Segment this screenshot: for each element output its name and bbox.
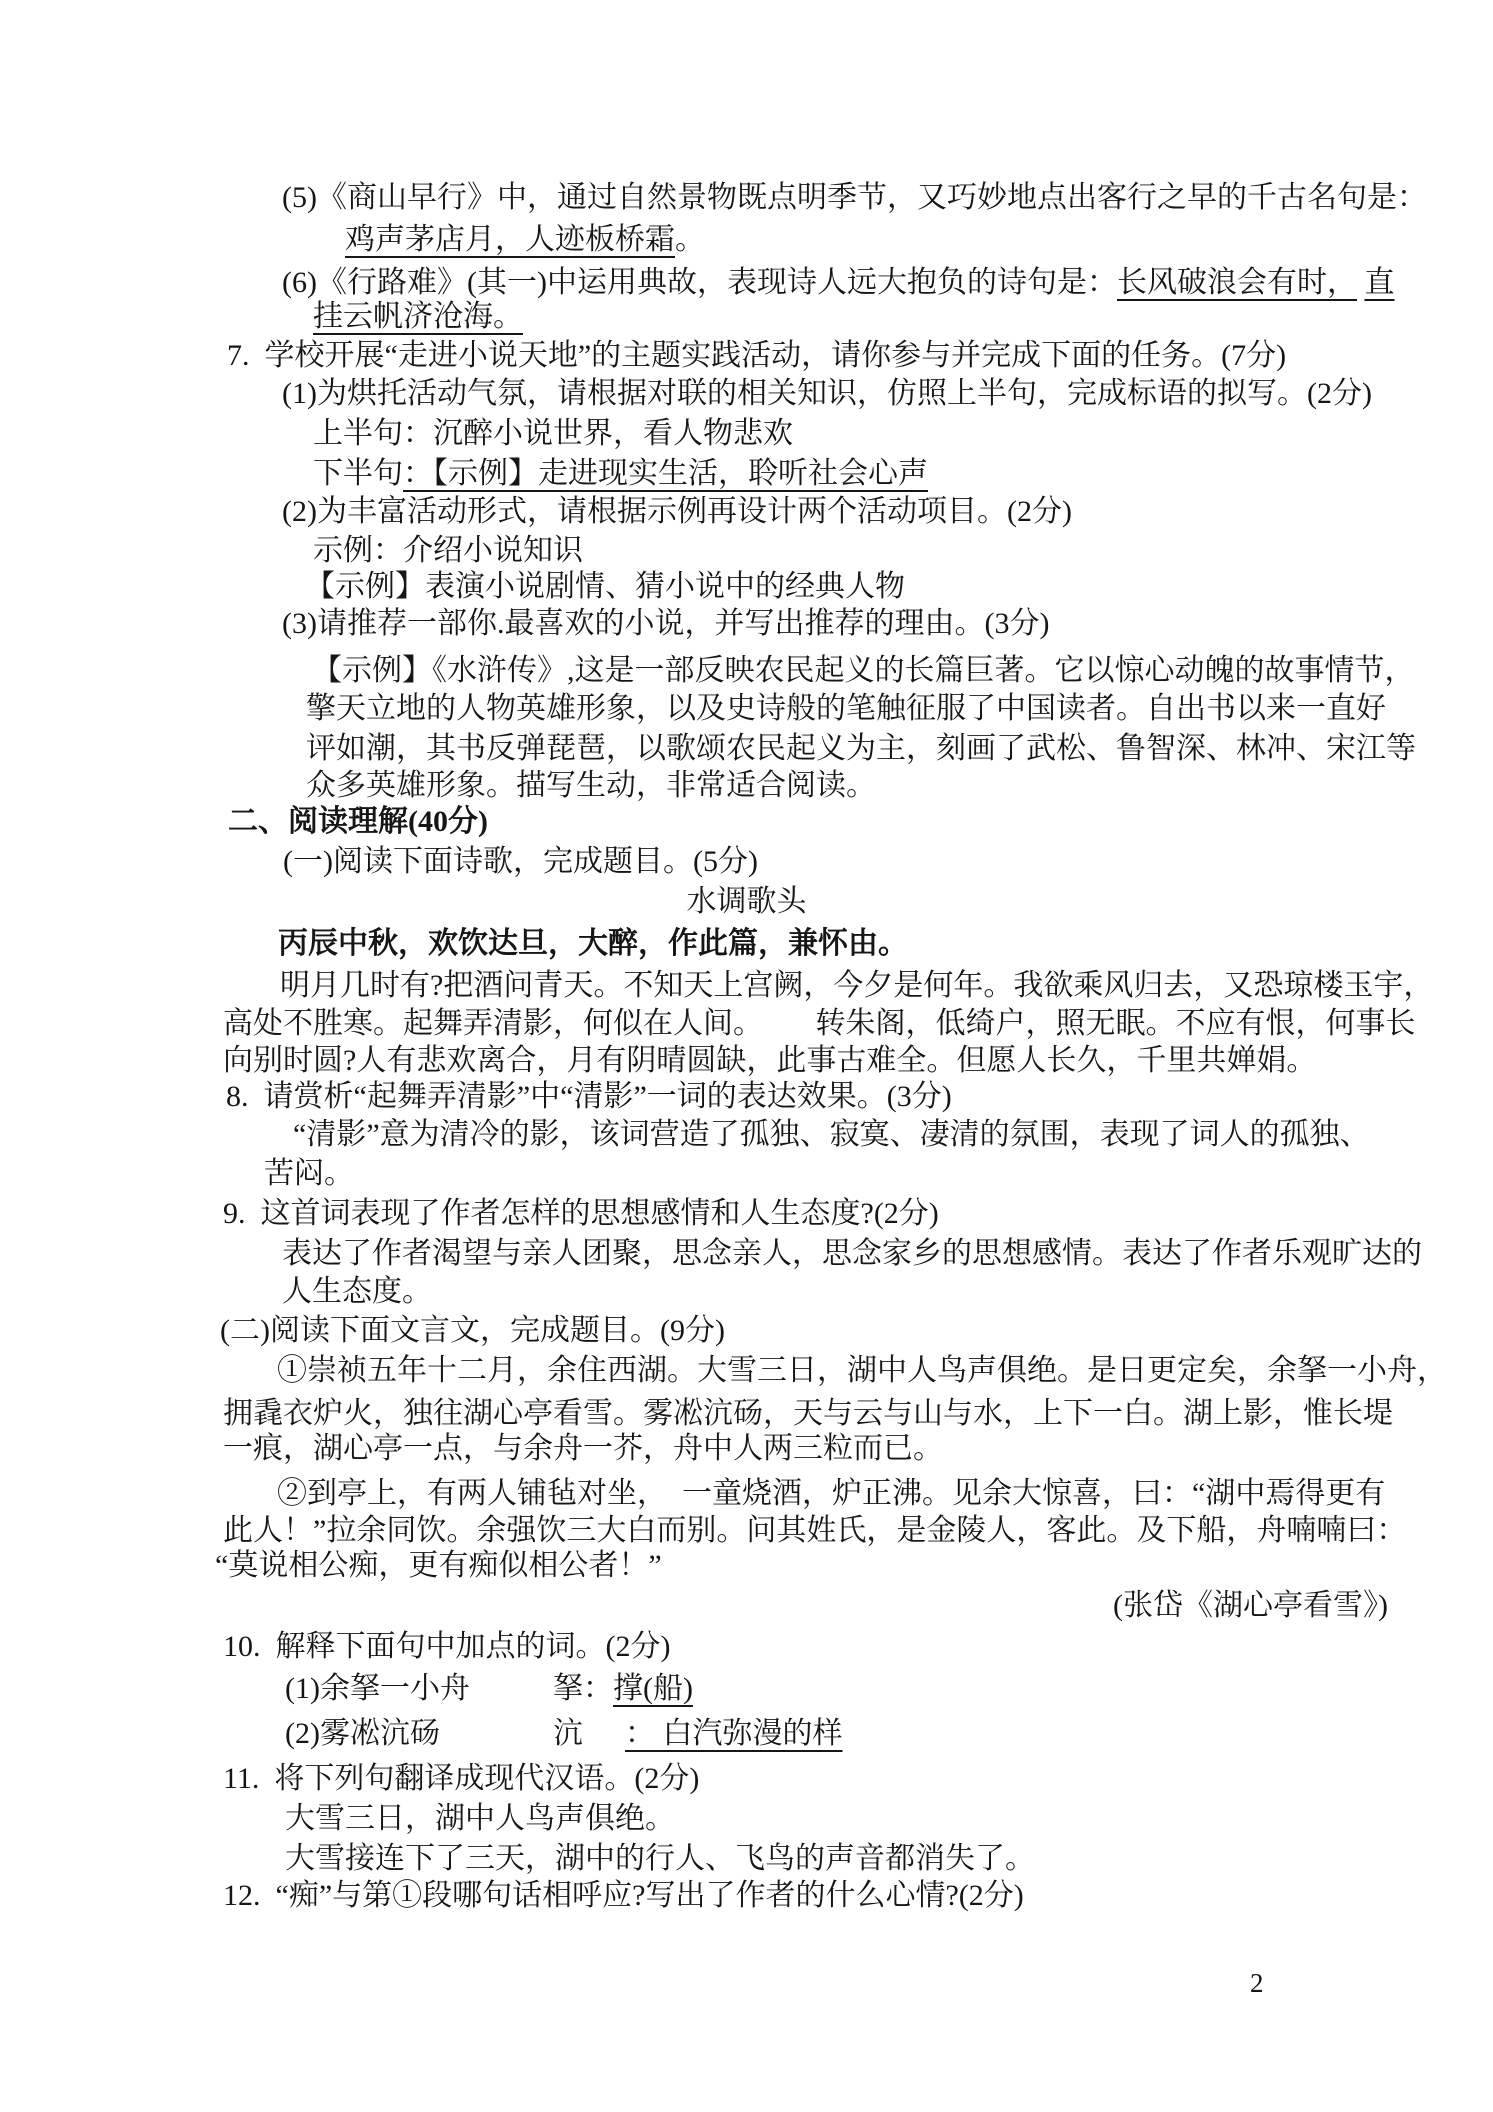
text-line bbox=[0, 1234, 1493, 1274]
text-segment: “莫说相公痴，更有痴似相公者！” bbox=[215, 1549, 662, 1582]
text-segment: 表达了作者渴望与亲人团聚，思念亲人，思念家乡的思想感情。表达了作者乐观旷达的 bbox=[282, 1237, 1422, 1270]
text-line bbox=[0, 1272, 1493, 1312]
text-segment: 示例：介绍小说知识 bbox=[313, 534, 583, 567]
text-segment: 【示例】表演小说剧情、猜小说中的经典人物 bbox=[305, 570, 905, 603]
text-segment: 明月几时有?把酒问青天。不知天上宫阙，今夕是何年。我欲乘风归去，又恐琼楼玉宇， bbox=[280, 969, 1434, 1002]
text-line bbox=[0, 454, 1493, 494]
text-line bbox=[0, 220, 1493, 260]
text-line bbox=[0, 1311, 1493, 1351]
answer-text: ：【示例】走进现实生活，聆听社会心声 bbox=[403, 457, 928, 490]
source-attribution bbox=[0, 1586, 1493, 1626]
text-line bbox=[0, 651, 1493, 691]
text-line bbox=[0, 1546, 1493, 1586]
text-segment: 沆 bbox=[553, 1717, 583, 1750]
text-line bbox=[0, 1115, 1493, 1155]
text-segment: 高处不胜寒。起舞弄清影，何似在人间。 转朱阁，低绮户，照无眠。不应有恨，何事长 bbox=[223, 1007, 1416, 1040]
answer-text: 直 bbox=[1364, 266, 1395, 299]
text-line bbox=[0, 531, 1493, 571]
page-number: 2 bbox=[1250, 1968, 1264, 1998]
text-segment: (1)余拏一小舟 bbox=[285, 1672, 470, 1705]
text-segment: ①崇祯五年十二月，余住西湖。大雪三日，湖中人鸟声俱绝。是日更定矣，余拏一小舟， bbox=[277, 1354, 1447, 1387]
text-line bbox=[0, 1394, 1493, 1434]
text-segment: 此人！”拉余同饮。余强饮三大白而别。问其姓氏，是金陵人，客此。及下船，舟喃喃曰： bbox=[223, 1514, 1407, 1547]
text-segment: 大雪接连下了三天，湖中的行人、飞鸟的声音都消失了。 bbox=[285, 1842, 1035, 1875]
text-line bbox=[0, 1474, 1493, 1514]
text-line bbox=[0, 1351, 1493, 1391]
text-line bbox=[0, 842, 1493, 882]
text-line bbox=[0, 1876, 1493, 1916]
text-line bbox=[0, 1154, 1493, 1194]
text-segment: 丙辰中秋，欢饮达旦，大醉，作此篇，兼怀由。 bbox=[278, 927, 908, 960]
text-segment: 上半句：沉醉小说世界，看人物悲欢 bbox=[313, 417, 793, 450]
text-segment: (6)《行路难》(其一)中运用典故，表现诗人远大抱负的诗句是： bbox=[282, 266, 1117, 299]
text-segment: 10. 解释下面句中加点的词。(2分) bbox=[223, 1630, 671, 1663]
text-segment: 向别时圆?人有悲欢离合，月有阴晴圆缺，此事古难全。但愿人长久，千里共婵娟。 bbox=[223, 1044, 1317, 1077]
text-line bbox=[0, 729, 1493, 769]
text-line bbox=[0, 1041, 1493, 1081]
text-segment: 【示例】《水浒传》,这是一部反映农民起义的长篇巨著。它以惊心动魄的故事情节， bbox=[312, 654, 1415, 687]
answer-text: ： 白汽弥漫的样 bbox=[625, 1717, 843, 1750]
text-line bbox=[0, 1004, 1493, 1044]
section-heading bbox=[0, 802, 1493, 842]
text-line bbox=[0, 1194, 1493, 1234]
text-line bbox=[0, 374, 1493, 414]
text-segment: (二)阅读下面文言文，完成题目。(9分) bbox=[220, 1314, 725, 1347]
text-line bbox=[0, 336, 1493, 376]
text-line bbox=[0, 1077, 1493, 1117]
text-line bbox=[0, 604, 1493, 644]
text-line bbox=[0, 1669, 1493, 1709]
text-line bbox=[0, 966, 1493, 1006]
text-line bbox=[0, 1627, 1493, 1667]
text-segment: (一)阅读下面诗歌，完成题目。(5分) bbox=[283, 845, 758, 878]
text-line bbox=[0, 567, 1493, 607]
answer-text: 撑(船) bbox=[613, 1672, 693, 1705]
text-line bbox=[0, 492, 1493, 532]
text-segment: 苦闷。 bbox=[264, 1157, 354, 1190]
text-line bbox=[0, 1799, 1493, 1839]
text-segment: (1)为烘托活动气氛，请根据对联的相关知识，仿照上半句，完成标语的拟写。(2分) bbox=[282, 377, 1372, 410]
text-segment: (2)雾凇沆砀 bbox=[285, 1717, 440, 1750]
text-segment: 9. 这首词表现了作者怎样的思想感情和人生态度?(2分) bbox=[223, 1197, 939, 1230]
text-line bbox=[0, 414, 1493, 454]
text-segment: 拥毳衣炉火，独往湖心亭看雪。雾凇沆砀，天与云与山与水，上下一白。湖上影，惟长堤 bbox=[223, 1397, 1393, 1430]
text-line bbox=[0, 766, 1493, 806]
text-segment: 。 bbox=[675, 223, 705, 256]
text-segment: 一痕，湖心亭一点，与余舟一芥，舟中人两三粒而已。 bbox=[223, 1432, 943, 1465]
text-segment: 二、阅读理解(40分) bbox=[228, 805, 488, 838]
text-line bbox=[0, 297, 1493, 337]
text-line bbox=[0, 1429, 1493, 1469]
text-segment: 11. 将下列句翻译成现代汉语。(2分) bbox=[223, 1762, 700, 1795]
text-segment: 下半句 bbox=[313, 457, 403, 490]
text-line bbox=[0, 1839, 1493, 1879]
answer-text: 鸡声茅店月，人迹板桥霜 bbox=[345, 223, 675, 256]
text-segment: 7. 学校开展“走进小说天地”的主题实践活动，请你参与并完成下面的任务。(7分) bbox=[227, 339, 1287, 372]
text-segment: 8. 请赏析“起舞弄清影”中“清影”一词的表达效果。(3分) bbox=[226, 1080, 952, 1113]
text-segment: 众多英雄形象。描写生动，非常适合阅读。 bbox=[306, 769, 876, 802]
text-segment: 大雪三日，湖中人鸟声俱绝。 bbox=[285, 1802, 675, 1835]
text-line bbox=[0, 1511, 1493, 1551]
text-segment: 评如潮，其书反弹琵琶，以歌颂农民起义为主，刻画了武松、鲁智深、林冲、宋江等 bbox=[306, 732, 1416, 765]
poem-title bbox=[0, 882, 1493, 922]
text-line bbox=[0, 1759, 1493, 1799]
text-segment: 擎天立地的人物英雄形象，以及史诗般的笔触征服了中国读者。自出书以来一直好 bbox=[306, 692, 1386, 725]
text-segment: 拏： bbox=[553, 1672, 613, 1705]
text-segment: 人生态度。 bbox=[282, 1275, 432, 1308]
text-line bbox=[0, 1714, 1493, 1754]
text-segment: (张岱《湖心亭看雪》) bbox=[1113, 1589, 1388, 1622]
answer-text: 挂云帆济沧海。 bbox=[313, 300, 523, 333]
text-segment: (3)请推荐一部你.最喜欢的小说，并写出推荐的理由。(3分) bbox=[282, 607, 1050, 640]
text-segment: ②到亭上，有两人铺毡对坐， 一童烧酒，炉正沸。见余大惊喜，曰：“湖中焉得更有 bbox=[277, 1477, 1386, 1510]
text-segment: 水调歌头 bbox=[686, 885, 807, 918]
answer-text: 长风破浪会有时， bbox=[1116, 266, 1357, 299]
poem-preface bbox=[0, 924, 1493, 964]
text-segment: (2)为丰富活动形式，请根据示例再设计两个活动项目。(2分) bbox=[282, 495, 1072, 528]
text-line bbox=[0, 178, 1493, 218]
text-segment: (5)《商山早行》中，通过自然景物既点明季节，又巧妙地点出客行之早的千古名句是： bbox=[282, 181, 1427, 214]
text-segment: “清影”意为清冷的影，该词营造了孤独、寂寞、凄清的氛围，表现了词人的孤独、 bbox=[293, 1118, 1370, 1151]
text-line bbox=[0, 689, 1493, 729]
text-segment: 12. “痴”与第①段哪句话相呼应?写出了作者的什么心情?(2分) bbox=[223, 1879, 1024, 1912]
